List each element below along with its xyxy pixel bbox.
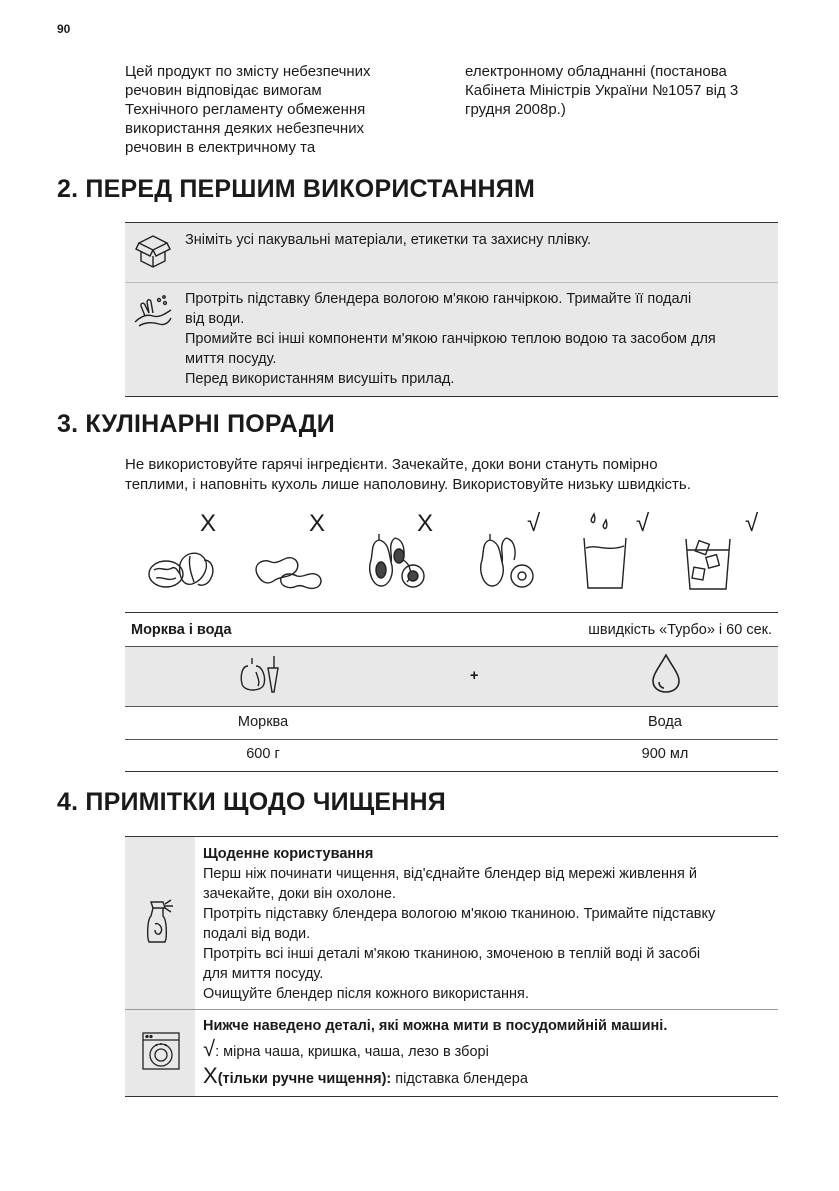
divider [125,1009,778,1010]
allowed-mark: √ [745,510,759,537]
divider [125,771,778,772]
divider [125,739,778,740]
divider [125,612,778,613]
daily-use-line: Перш ніж починати чищення, від'єднайте блендер від мережі живлення й [203,866,697,882]
dishwasher-no-row [203,1063,528,1089]
recipe-speed: швидкість «Турбо» і 60 сек. [588,622,772,638]
paragraph-line: Не використовуйте гарячі інгредієнти. Зачекайте, доки вони стануть помірно [125,456,658,473]
recipe-name: Морква і вода [131,622,232,638]
hand-wash-only-label: (тільки ручне чищення): [217,1071,392,1087]
section-2-title: 2. ПЕРЕД ПЕРШИМ ВИКОРИСТАННЯМ [57,175,535,203]
liquid-glass-icon [580,508,630,590]
ingredient-name-carrot: Морква [237,714,289,730]
cleaning-cloth-icon [131,292,175,332]
section-4-title: 4. ПРИМІТКИ ЩОДО ЧИЩЕННЯ [57,788,446,816]
intro-line: речовин відповідає вимогам [125,82,322,99]
intro-line: речовин в електричному та [125,139,316,156]
intro-line: електронному обладнанні (постанова [465,63,727,80]
fruit-with-pits-icon [365,530,427,590]
paragraph-line: теплими, і наповніть кухоль лише наполовину. Використовуйте низьку швидкість. [125,475,691,493]
intro-right-column [465,62,785,119]
intro-line: використання деяких небезпечних [125,120,365,137]
package-icon [133,232,173,272]
not-allowed-mark: X [417,510,434,537]
beans-icon [251,548,326,590]
check-mark: √ [203,1036,216,1061]
dishwasher-heading: Нижче наведено деталі, які можна мити в посудомийній машині. [203,1018,668,1034]
page-number: 90 [57,22,71,36]
daily-use-block [203,844,783,1004]
hand-wash-only-text: підставка блендера [391,1071,528,1087]
spray-cleaning-icon [143,898,179,944]
remove-packaging-text: Зніміть усі пакувальні матеріали, етикетки та захисну плівку. [185,232,592,248]
divider [125,282,778,283]
plus-sign: + [470,668,479,684]
divider [125,222,778,223]
water-drop-icon [648,652,684,694]
dishwasher-ok-row [203,1036,489,1062]
divider [125,836,778,837]
ingredient-amount-water: 900 мл [641,746,689,762]
ice-cubes-glass-icon [683,536,733,591]
divider [125,1096,778,1097]
allowed-mark: √ [527,510,541,537]
daily-use-line: Протріть підставку блендера вологою м'якою тканиною. Тримайте підставку [203,906,716,922]
not-allowed-mark: X [200,510,217,537]
nuts-icon [144,542,219,592]
instruction-line: миття посуду. [185,351,277,367]
instruction-line: від води. [185,311,245,327]
intro-line: Цей продукт по змісту небезпечних [125,63,371,80]
wipe-instructions [185,289,775,389]
instruction-line: Протріть підставку блендера вологою м'якою ганчіркою. Тримайте її подалі [185,291,692,307]
ingredient-amount-carrot: 600 г [246,746,280,762]
section-3-title: 3. КУЛІНАРНІ ПОРАДИ [57,410,335,438]
cross-mark: X [203,1063,218,1088]
instruction-line: Промийте всі інші компоненти м'якою ганчіркою теплою водою та засобом для [185,331,716,347]
daily-use-line: подалі від води. [203,926,311,942]
daily-use-heading: Щоденне користування [203,846,374,862]
dishwasher-icon [142,1032,180,1070]
pitted-fruit-icon [474,530,538,590]
daily-use-line: для миття посуду. [203,966,324,982]
not-allowed-mark: X [309,510,326,537]
divider [125,706,778,707]
culinary-tips-paragraph [125,455,795,494]
ingredient-name-water: Вода [648,714,682,730]
allowed-mark: √ [636,510,650,537]
instruction-line: Перед використанням висушіть прилад. [185,371,455,387]
dishwasher-ok-text: : мірна чаша, кришка, чаша, лезо в зборі [215,1044,489,1060]
intro-line: грудня 2008р.) [465,101,566,118]
daily-use-line: Протріть всі інші деталі м'якою тканиною, змоченою в теплій воді й засобі [203,946,701,962]
daily-use-line: Очищуйте блендер після кожного використання. [203,986,529,1002]
intro-left-column [125,62,425,157]
carrot-icon [238,654,288,696]
divider [125,396,778,397]
daily-use-line: зачекайте, доки він охолоне. [203,886,396,902]
intro-line: Технічного регламенту обмеження [125,101,366,118]
intro-line: Кабінета Міністрів України №1057 від 3 [465,82,739,99]
